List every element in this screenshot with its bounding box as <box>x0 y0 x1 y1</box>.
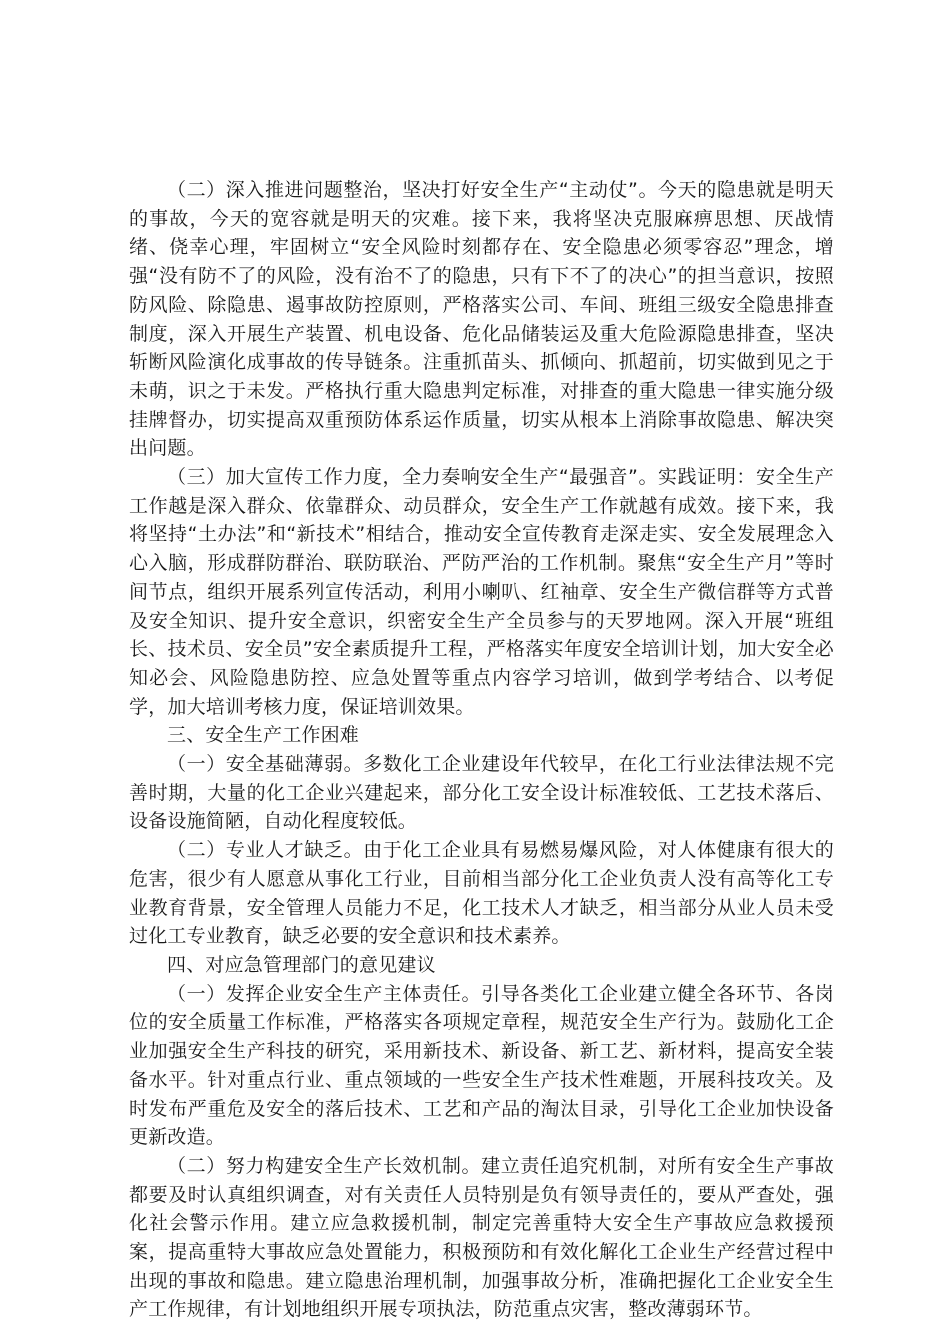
paragraph-3-2-talent-shortage: （二）专业人才缺乏。由于化工企业具有易燃易爆风险，对人体健康有很大的危害，很少有人愿意从事化工行业，目前相当部分化工企业负责人没有高等化工专业教育背景，安全管理人员能力不足，化工技术人才缺乏，相当部分从业人员未受过化工专业教育，缺乏必要的安全意识和技术素养。 <box>129 839 834 948</box>
paragraph-2-3-publicity: （三）加大宣传工作力度，全力奏响安全生产“最强音”。实践证明：安全生产工作越是深入群众、依靠群众、动员群众，安全生产工作就越有成效。接下来，我将坚持“土办法”和“新技术”相结合，推动安全宣传教育走深走实、安全发展理念入心入脑，形成群防群治、联防联治、严防严治的工作机制。聚焦“安全生产月”等时间节点，组织开展系列宣传活动，利用小喇叭、红袖章、安全生产微信群等方式普及安全知识、提升安全意识，织密安全生产全员参与的天罗地网。深入开展“班组长、技术员、安全员”安全素质提升工程，严格落实年度安全培训计划，加大安全必知必会、风险隐患防控、应急处置等重点内容学习培训，做到学考结合、以考促学，加大培训考核力度，保证培训效果。 <box>129 466 834 718</box>
paragraph-2-2-proactive-battle: （二）深入推进问题整治，坚决打好安全生产“主动仗”。今天的隐患就是明天的事故，今天的宽容就是明天的灾难。接下来，我将坚决克服麻痹思想、厌战情绪、侥幸心理，牢固树立“安全风险时刻都存在、安全隐患必须零容忍”理念，增强“没有防不了的风险，没有治不了的隐患，只有下不了的决心”的担当意识，按照防风险、除隐患、遏事故防控原则，严格落实公司、车间、班组三级安全隐患排查制度，深入开展生产装置、机电设备、危化品储装运及重大危险源隐患排查，坚决斩断风险演化成事故的传导链条。注重抓苗头、抓倾向、抓超前，切实做到见之于未萌，识之于未发。严格执行重大隐患判定标准，对排查的重大隐患一律实施分级挂牌督办，切实提高双重预防体系运作质量，切实从根本上消除事故隐患、解决突出问题。 <box>129 179 834 460</box>
section-heading-3-difficulties: 三、安全生产工作困难 <box>167 724 360 747</box>
paragraph-3-1-weak-foundation: （一）安全基础薄弱。多数化工企业建设年代较早，在化工行业法律法规不完善时期，大量的化工企业兴建起来，部分化工安全设计标准较低、工艺技术落后、设备设施简陋，自动化程度较低。 <box>129 753 834 833</box>
paragraph-4-2-long-term-mechanism: （二）努力构建安全生产长效机制。建立责任追究机制，对所有安全生产事故都要及时认真组织调查，对有关责任人员特别是负有领导责任的，要从严查处，强化社会警示作用。建立应急救援机制，制定完善重特大安全生产事故应急救援预案，提高重特大事故应急处置能力，积极预防和有效化解化工企业生产经营过程中出现的事故和隐患。建立隐患治理机制，加强事故分析，准确把握化工企业安全生产工作规律，有计划地组织开展专项执法，防范重点灾害，整改薄弱环节。 <box>129 1154 834 1321</box>
section-heading-4-suggestions: 四、对应急管理部门的意见建议 <box>167 953 436 976</box>
paragraph-4-1-main-responsibility: （一）发挥企业安全生产主体责任。引导各类化工企业建立健全各环节、各岗位的安全质量工作标准，严格落实各项规定章程，规范安全生产行为。鼓励化工企业加强安全生产科技的研究，采用新技术、新设备、新工艺、新材料，提高安全装备水平。针对重点行业、重点领域的一些安全生产技术性难题，开展科技攻关。及时发布严重危及安全的落后技术、工艺和产品的淘汰目录，引导化工企业加快设备更新改造。 <box>129 982 834 1149</box>
document-body <box>129 176 834 1324</box>
